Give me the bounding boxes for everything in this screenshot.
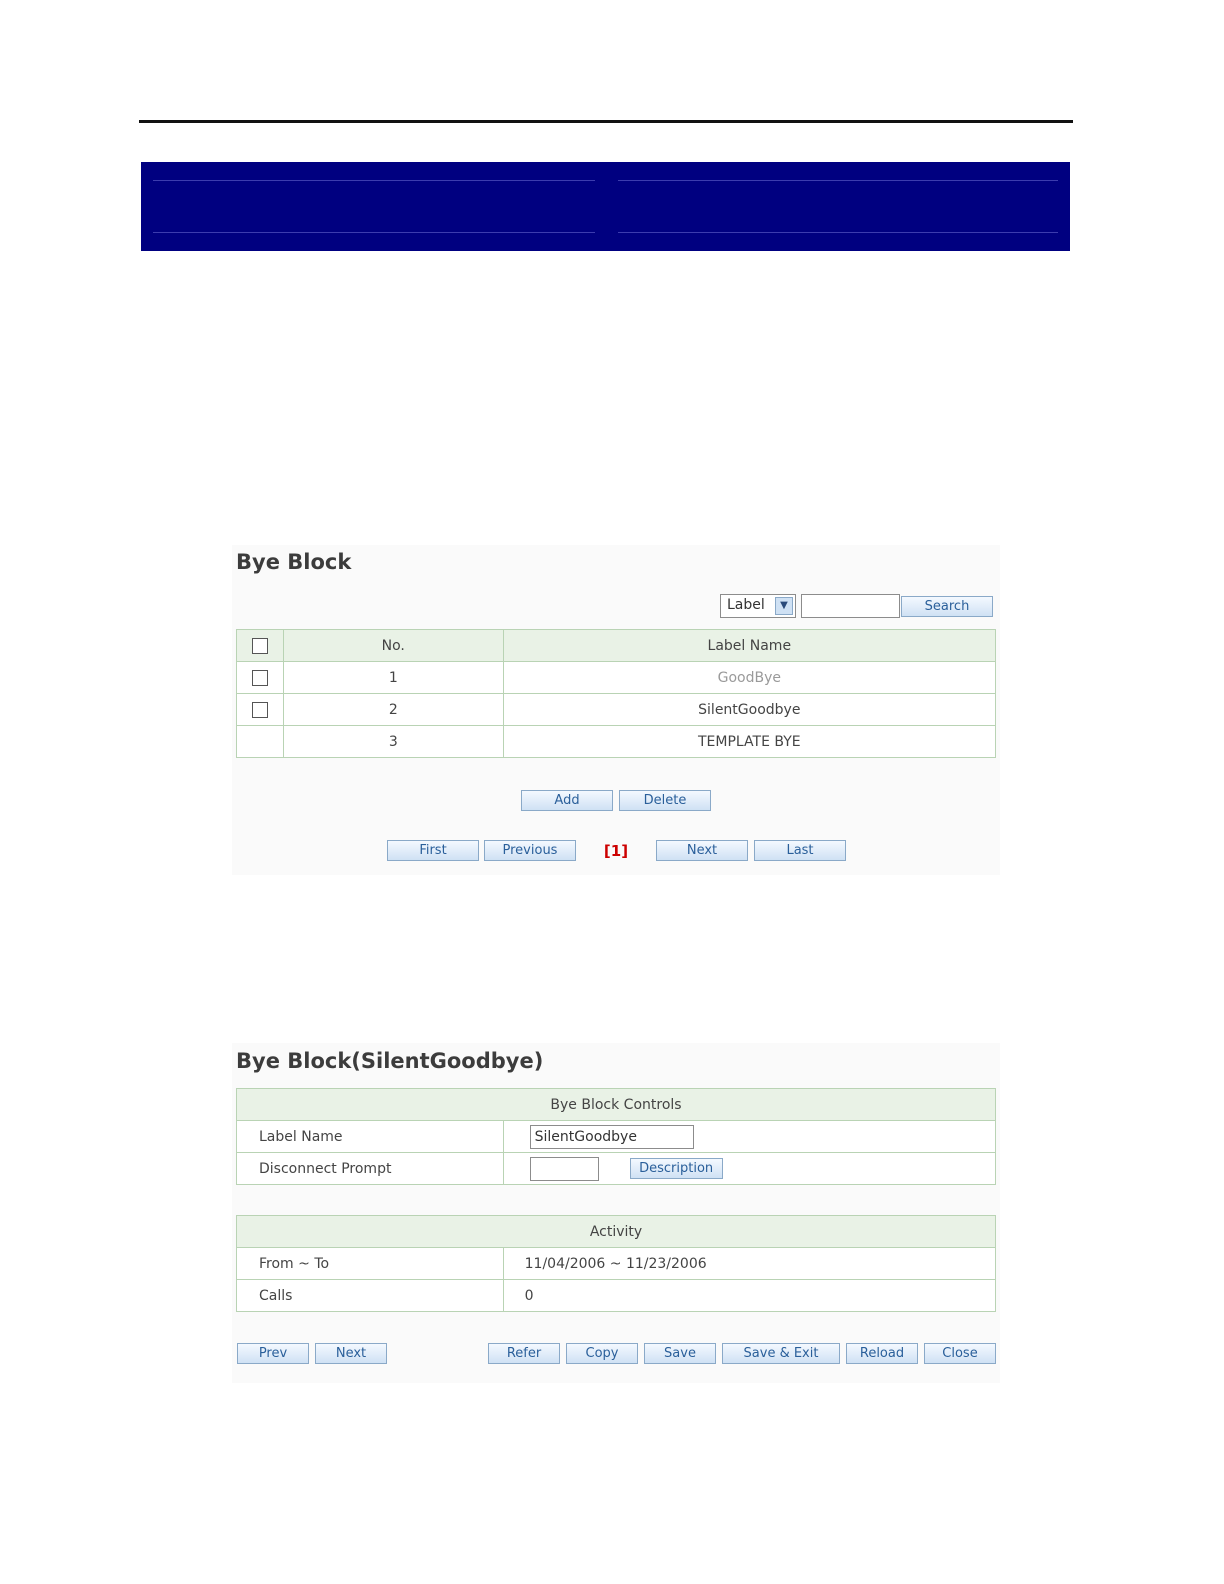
search-field-value: Label: [727, 597, 765, 613]
from-to-label: From ~ To: [237, 1248, 504, 1280]
prev-record-button[interactable]: Prev: [237, 1343, 309, 1364]
select-all-checkbox[interactable]: [252, 638, 268, 654]
column-header-label-name: Label Name: [503, 630, 995, 662]
row-select-cell: [237, 662, 284, 694]
row-label-name-link[interactable]: SilentGoodbye: [503, 694, 995, 726]
calls-value: 0: [503, 1280, 995, 1312]
activity-header: Activity: [237, 1216, 996, 1248]
table-header-row: [237, 630, 996, 662]
current-page-indicator: [1]: [603, 842, 629, 860]
last-page-button[interactable]: Last: [754, 840, 846, 861]
list-title: Bye Block: [236, 550, 352, 574]
next-page-button[interactable]: Next: [656, 840, 748, 861]
close-button[interactable]: Close: [924, 1343, 996, 1364]
row-number: 3: [283, 726, 503, 758]
activity-table: [236, 1215, 996, 1312]
row-label-name-link[interactable]: TEMPLATE BYE: [503, 726, 995, 758]
next-record-button[interactable]: Next: [315, 1343, 387, 1364]
description-button[interactable]: Description: [630, 1158, 723, 1179]
search-input[interactable]: [801, 594, 900, 618]
save-exit-button[interactable]: Save & Exit: [722, 1343, 840, 1364]
row-number: 1: [283, 662, 503, 694]
label-name-input[interactable]: SilentGoodbye: [530, 1125, 694, 1149]
previous-page-button[interactable]: Previous: [484, 840, 576, 861]
row-label-name-link[interactable]: GoodBye: [503, 662, 995, 694]
disconnect-prompt-label: Disconnect Prompt: [237, 1153, 504, 1185]
chevron-down-icon[interactable]: ▼: [775, 597, 793, 615]
save-button[interactable]: Save: [644, 1343, 716, 1364]
bye-block-table: [236, 629, 996, 758]
label-name-label: Label Name: [237, 1121, 504, 1153]
row-checkbox[interactable]: [252, 702, 268, 718]
delete-button[interactable]: Delete: [619, 790, 711, 811]
row-number: 2: [283, 694, 503, 726]
column-header-no: No.: [283, 630, 503, 662]
table-row[interactable]: [237, 726, 996, 758]
row-checkbox[interactable]: [252, 670, 268, 686]
add-button[interactable]: Add: [521, 790, 613, 811]
from-to-value: 11/04/2006 ~ 11/23/2006: [503, 1248, 995, 1280]
copy-button[interactable]: Copy: [566, 1343, 638, 1364]
select-all-cell: [237, 630, 284, 662]
header-banner: [141, 162, 1070, 251]
search-button[interactable]: Search: [901, 596, 993, 617]
controls-header: Bye Block Controls: [237, 1089, 996, 1121]
reload-button[interactable]: Reload: [846, 1343, 918, 1364]
row-select-cell: [237, 726, 284, 758]
top-rule: [139, 120, 1073, 123]
controls-table: [236, 1088, 996, 1185]
search-field-select[interactable]: [720, 594, 796, 618]
detail-title: Bye Block(SilentGoodbye): [236, 1049, 544, 1073]
calls-label: Calls: [237, 1280, 504, 1312]
row-select-cell: [237, 694, 284, 726]
table-row[interactable]: [237, 694, 996, 726]
disconnect-prompt-input[interactable]: [530, 1157, 599, 1181]
first-page-button[interactable]: First: [387, 840, 479, 861]
refer-button[interactable]: Refer: [488, 1343, 560, 1364]
table-row[interactable]: [237, 662, 996, 694]
